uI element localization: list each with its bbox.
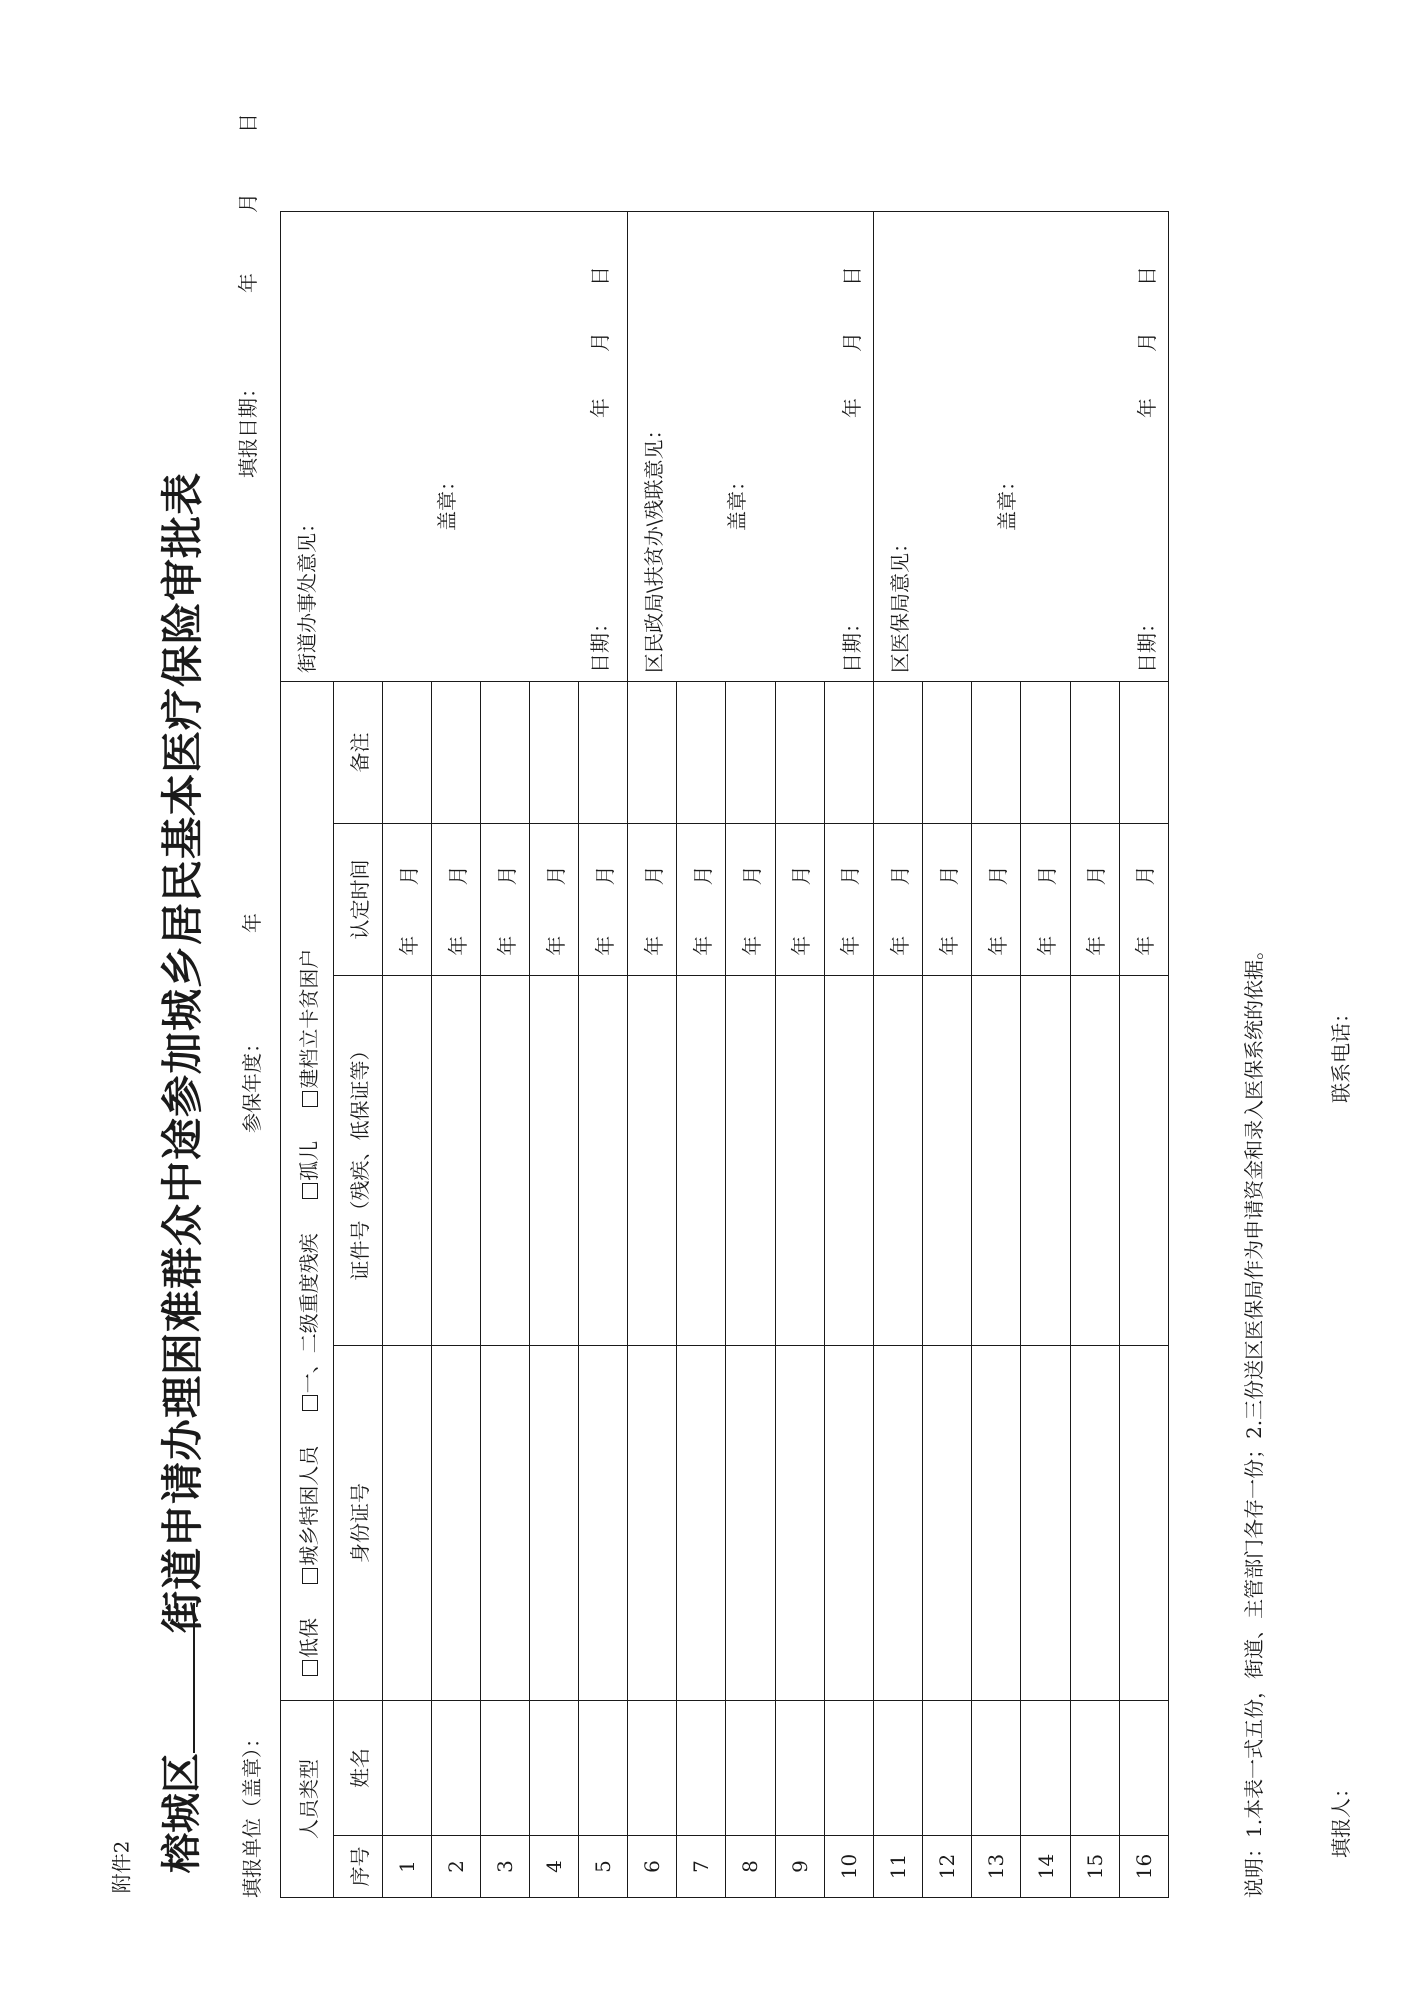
table-row bbox=[874, 212, 923, 1898]
fill-date-ymd: 年月日 bbox=[236, 53, 260, 293]
checkbox-icon[interactable] bbox=[302, 1660, 318, 1676]
remark-cell[interactable] bbox=[1070, 682, 1119, 824]
name-cell[interactable] bbox=[775, 1701, 824, 1836]
type-option-dibao[interactable]: 低保 bbox=[293, 1618, 322, 1676]
remark-cell[interactable] bbox=[1119, 682, 1168, 824]
date-cell[interactable]: 年 月 bbox=[530, 824, 579, 976]
row-number: 15 bbox=[1070, 1836, 1119, 1898]
certificate-cell[interactable] bbox=[726, 976, 775, 1346]
certificate-cell[interactable] bbox=[530, 976, 579, 1346]
col-header-certificate: 证件号（残疾、低保证等） bbox=[334, 976, 383, 1346]
name-cell[interactable] bbox=[677, 1701, 726, 1836]
date-cell[interactable]: 年 月 bbox=[1070, 824, 1119, 976]
name-cell[interactable] bbox=[1119, 1701, 1168, 1836]
certificate-cell[interactable] bbox=[628, 976, 677, 1346]
name-cell[interactable] bbox=[923, 1701, 972, 1836]
name-cell[interactable] bbox=[481, 1701, 530, 1836]
date-cell[interactable]: 年 月 bbox=[923, 824, 972, 976]
id-cell[interactable] bbox=[677, 1346, 726, 1701]
date-cell[interactable]: 年 月 bbox=[775, 824, 824, 976]
fill-unit-label: 填报单位（盖章）： bbox=[240, 1728, 264, 1898]
id-cell[interactable] bbox=[628, 1346, 677, 1701]
remark-cell[interactable] bbox=[824, 682, 873, 824]
row-number: 1 bbox=[383, 1836, 432, 1898]
date-cell[interactable]: 年 月 bbox=[383, 824, 432, 976]
certificate-cell[interactable] bbox=[1119, 976, 1168, 1346]
date-cell[interactable]: 年 月 bbox=[972, 824, 1021, 976]
id-cell[interactable] bbox=[530, 1346, 579, 1701]
person-type-options bbox=[281, 682, 334, 1701]
name-cell[interactable] bbox=[432, 1701, 481, 1836]
certificate-cell[interactable] bbox=[383, 976, 432, 1346]
date-cell[interactable]: 年 月 bbox=[628, 824, 677, 976]
date-cell[interactable]: 年 月 bbox=[677, 824, 726, 976]
date-cell[interactable]: 年 月 bbox=[432, 824, 481, 976]
certificate-cell[interactable] bbox=[432, 976, 481, 1346]
remark-cell[interactable] bbox=[874, 682, 923, 824]
attachment-label: 附件2 bbox=[109, 1840, 134, 1894]
id-cell[interactable] bbox=[383, 1346, 432, 1701]
insurance-year-label: 参保年度： bbox=[240, 1033, 264, 1133]
person-type-label: 人员类型 bbox=[281, 1701, 334, 1898]
col-header-name: 姓名 bbox=[334, 1701, 383, 1836]
row-number: 4 bbox=[530, 1836, 579, 1898]
row-number: 16 bbox=[1119, 1836, 1168, 1898]
certificate-cell[interactable] bbox=[874, 976, 923, 1346]
remark-cell[interactable] bbox=[1021, 682, 1070, 824]
row-number: 5 bbox=[579, 1836, 628, 1898]
remark-cell[interactable] bbox=[923, 682, 972, 824]
table-row bbox=[628, 212, 677, 1898]
checkbox-icon[interactable] bbox=[302, 1395, 318, 1411]
remark-cell[interactable] bbox=[530, 682, 579, 824]
row-number: 8 bbox=[726, 1836, 775, 1898]
certificate-cell[interactable] bbox=[775, 976, 824, 1346]
certificate-cell[interactable] bbox=[824, 976, 873, 1346]
remark-cell[interactable] bbox=[383, 682, 432, 824]
col-header-remark: 备注 bbox=[334, 682, 383, 824]
row-number: 11 bbox=[874, 1836, 923, 1898]
id-cell[interactable] bbox=[1021, 1346, 1070, 1701]
name-cell[interactable] bbox=[972, 1701, 1021, 1836]
row-number: 10 bbox=[824, 1836, 873, 1898]
certificate-cell[interactable] bbox=[972, 976, 1021, 1346]
remark-cell[interactable] bbox=[579, 682, 628, 824]
name-cell[interactable] bbox=[824, 1701, 873, 1836]
district-title: 榕城区 bbox=[150, 1603, 207, 1873]
certificate-cell[interactable] bbox=[677, 976, 726, 1346]
remark-cell[interactable] bbox=[775, 682, 824, 824]
certificate-cell[interactable] bbox=[579, 976, 628, 1346]
col-header-date: 认定时间 bbox=[334, 824, 383, 976]
row-number: 9 bbox=[775, 1836, 824, 1898]
checkbox-icon[interactable] bbox=[302, 1091, 318, 1107]
date-cell[interactable]: 年 月 bbox=[481, 824, 530, 976]
insurance-year-unit: 年 bbox=[240, 913, 264, 933]
remark-cell[interactable] bbox=[481, 682, 530, 824]
certificate-cell[interactable] bbox=[1021, 976, 1070, 1346]
id-cell[interactable] bbox=[432, 1346, 481, 1701]
id-cell[interactable] bbox=[824, 1346, 873, 1701]
remark-cell[interactable] bbox=[677, 682, 726, 824]
type-option-poor-household[interactable]: 建档立卡贫困户 bbox=[293, 949, 322, 1107]
phone-label: 联系电话： bbox=[1329, 1003, 1353, 1103]
checkbox-icon[interactable] bbox=[302, 1568, 318, 1584]
type-option-orphan[interactable]: 孤儿 bbox=[293, 1141, 322, 1199]
certificate-cell[interactable] bbox=[923, 976, 972, 1346]
name-cell[interactable] bbox=[579, 1701, 628, 1836]
certificate-cell[interactable] bbox=[481, 976, 530, 1346]
name-cell[interactable] bbox=[530, 1701, 579, 1836]
id-cell[interactable] bbox=[923, 1346, 972, 1701]
row-number: 13 bbox=[972, 1836, 1021, 1898]
id-cell[interactable] bbox=[972, 1346, 1021, 1701]
id-cell[interactable] bbox=[1119, 1346, 1168, 1701]
row-number: 14 bbox=[1021, 1836, 1070, 1898]
remark-cell[interactable] bbox=[432, 682, 481, 824]
opinion-street-office: 街道办事处意见： 盖章： 日期： 年月日 bbox=[281, 212, 628, 682]
id-cell[interactable] bbox=[775, 1346, 824, 1701]
col-header-id: 身份证号 bbox=[334, 1346, 383, 1701]
date-cell[interactable]: 年 月 bbox=[1119, 824, 1168, 976]
remark-cell[interactable] bbox=[628, 682, 677, 824]
fill-date-label: 填报日期： bbox=[236, 378, 260, 478]
remark-cell[interactable] bbox=[972, 682, 1021, 824]
date-cell[interactable]: 年 月 bbox=[874, 824, 923, 976]
row-number: 7 bbox=[677, 1836, 726, 1898]
type-option-tekun[interactable]: 城乡特困人员 bbox=[293, 1446, 322, 1584]
row-number: 2 bbox=[432, 1836, 481, 1898]
id-cell[interactable] bbox=[579, 1346, 628, 1701]
remark-cell[interactable] bbox=[726, 682, 775, 824]
id-cell[interactable] bbox=[726, 1346, 775, 1701]
opinion-medical-insurance: 区医保局意见： 盖章： 日期： 年月日 bbox=[874, 212, 1169, 682]
name-cell[interactable] bbox=[383, 1701, 432, 1836]
checkbox-icon[interactable] bbox=[302, 1183, 318, 1199]
col-header-no: 序号 bbox=[334, 1836, 383, 1898]
date-cell[interactable]: 年 月 bbox=[579, 824, 628, 976]
name-cell[interactable] bbox=[874, 1701, 923, 1836]
row-number: 6 bbox=[628, 1836, 677, 1898]
name-cell[interactable] bbox=[628, 1701, 677, 1836]
reporter-label: 填报人： bbox=[1329, 1778, 1353, 1858]
date-cell[interactable]: 年 月 bbox=[726, 824, 775, 976]
approval-table bbox=[280, 211, 1169, 1898]
name-cell[interactable] bbox=[1021, 1701, 1070, 1836]
type-option-disability[interactable]: 一、二级重度残疾 bbox=[293, 1233, 322, 1411]
date-cell[interactable]: 年 月 bbox=[1021, 824, 1070, 976]
id-cell[interactable] bbox=[481, 1346, 530, 1701]
form-title: 街道申请办理困难群众中途参加城乡居民基本医疗保险审批表 bbox=[158, 471, 207, 1633]
opinion-civil-affairs: 区民政局\扶贫办\残联意见： 盖章： 日期： 年月日 bbox=[628, 212, 874, 682]
note: 说明：1.本表一式五份，街道、主管部门各存一份；2.三份送区医保局作为申请资金和录入医保系统的依据。 bbox=[1242, 939, 1266, 1898]
id-cell[interactable] bbox=[1070, 1346, 1119, 1701]
row-number: 12 bbox=[923, 1836, 972, 1898]
row-number: 3 bbox=[481, 1836, 530, 1898]
certificate-cell[interactable] bbox=[1070, 976, 1119, 1346]
id-cell[interactable] bbox=[874, 1346, 923, 1701]
rotated-form bbox=[0, 53, 1409, 1993]
name-cell[interactable] bbox=[726, 1701, 775, 1836]
date-cell[interactable]: 年 月 bbox=[824, 824, 873, 976]
name-cell[interactable] bbox=[1070, 1701, 1119, 1836]
